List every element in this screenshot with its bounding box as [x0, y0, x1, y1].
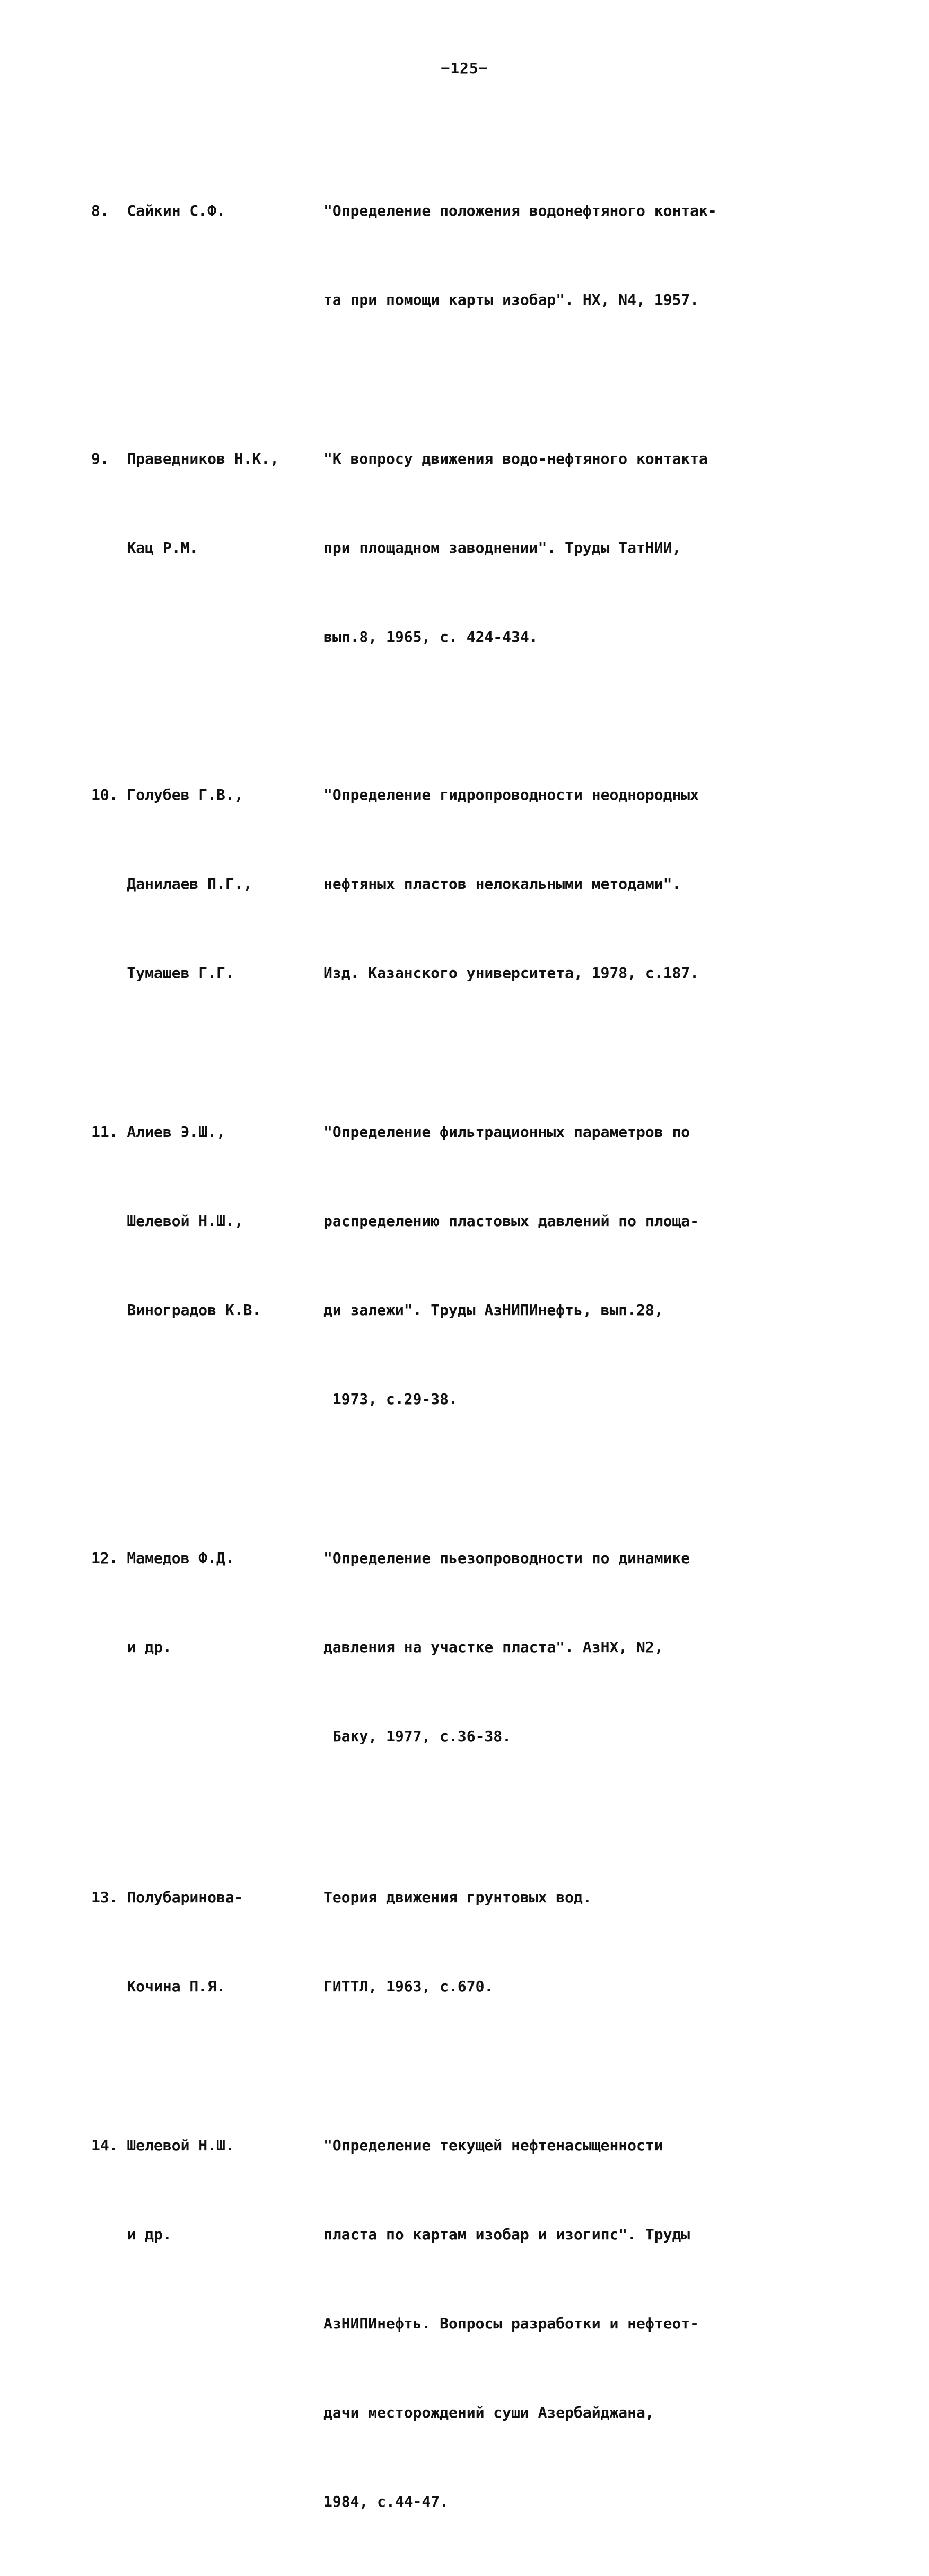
title-line: АзНИПИнефть. Вопросы разработки и нефтеот- [323, 2315, 699, 2332]
author-line: и др. [91, 1638, 172, 1656]
reference-item-10 [91, 721, 759, 1047]
title-line: "Определение фильтрационных параметров по [323, 1123, 690, 1141]
title-line: Баку, 1977, с.36-38. [323, 1727, 512, 1745]
title-line: "Определение пьезопроводности по динамике [323, 1549, 690, 1567]
reference-authors [91, 1484, 323, 1811]
reference-authors [91, 1058, 323, 1474]
title-line: "Определение гидропроводности неоднородных [323, 786, 699, 804]
author-line: 8. Сайкин С.Ф. [91, 202, 225, 219]
author-line: Виноградов К.В. [91, 1301, 261, 1319]
title-line: 1984, с.44-47. [323, 2493, 449, 2510]
title-line: ди залежи". Труды АзНИПИнефть, вып.28, [323, 1301, 663, 1319]
title-line: нефтяных пластов нелокальными методами". [323, 875, 681, 893]
reference-title [323, 385, 748, 711]
author-line: Шелевой Н.Ш., [91, 1212, 243, 1230]
title-line: "Определение положения водонефтяного контак- [323, 202, 717, 219]
author-line: Кац Р.М. [91, 539, 199, 557]
reference-authors [91, 137, 323, 374]
title-line: та при помощи карты изобар". НХ, N4, 1957. [323, 291, 699, 308]
title-line: "Определение текущей нефтенасыщенности [323, 2137, 663, 2154]
reference-item-14 [91, 2071, 759, 2576]
author-line: 12. Мамедов Ф.Д. [91, 1549, 234, 1567]
author-line: Тумашев Г.Г. [91, 964, 234, 982]
title-line: "К вопросу движения водо-нефтяного контакта [323, 450, 708, 467]
author-line: Данилаев П.Г., [91, 875, 252, 893]
title-line: пласта по картам изобар и изогипс". Труды [323, 2226, 690, 2243]
reference-authors [91, 721, 323, 1047]
title-line: распределению пластовых давлений по площа- [323, 1212, 699, 1230]
reference-title [323, 1484, 748, 1811]
title-line: давления на участке пласта". АзНХ, N2, [323, 1638, 663, 1656]
reference-item-11 [91, 1058, 759, 1474]
author-line: 10. Голубев Г.В., [91, 786, 243, 804]
reference-authors [91, 2071, 323, 2576]
author-line: 13. Полубаринова- [91, 1889, 243, 1906]
reference-title [323, 2071, 748, 2576]
reference-list [91, 137, 759, 2576]
author-line: 9. Праведников Н.К., [91, 450, 279, 467]
reference-authors [91, 385, 323, 711]
reference-title [323, 137, 748, 374]
title-line: вып.8, 1965, с. 424-434. [323, 628, 538, 646]
reference-item-9 [91, 385, 759, 711]
reference-item-12 [91, 1484, 759, 1811]
author-line: Кочина П.Я. [91, 1978, 225, 1995]
author-line: и др. [91, 2226, 172, 2243]
author-line: 11. Алиев Э.Ш., [91, 1123, 225, 1141]
reference-title [323, 721, 748, 1047]
title-line: Изд. Казанского университета, 1978, с.187. [323, 964, 699, 982]
title-line: Теория движения грунтовых вод. [323, 1889, 592, 1906]
page-number: −125− [441, 59, 488, 77]
author-line: 14. Шелевой Н.Ш. [91, 2137, 234, 2154]
title-line: ГИТТЛ, 1963, с.670. [323, 1978, 494, 1995]
title-line: дачи месторождений суши Азербайджана, [323, 2404, 654, 2421]
reference-item-8 [91, 137, 759, 374]
reference-authors [91, 1823, 323, 2061]
reference-title [323, 1058, 748, 1474]
title-line: при площадном заводнении". Труды ТатНИИ, [323, 539, 681, 557]
reference-item-13 [91, 1823, 759, 2061]
reference-title [323, 1823, 748, 2061]
title-line: 1973, с.29-38. [323, 1390, 458, 1408]
